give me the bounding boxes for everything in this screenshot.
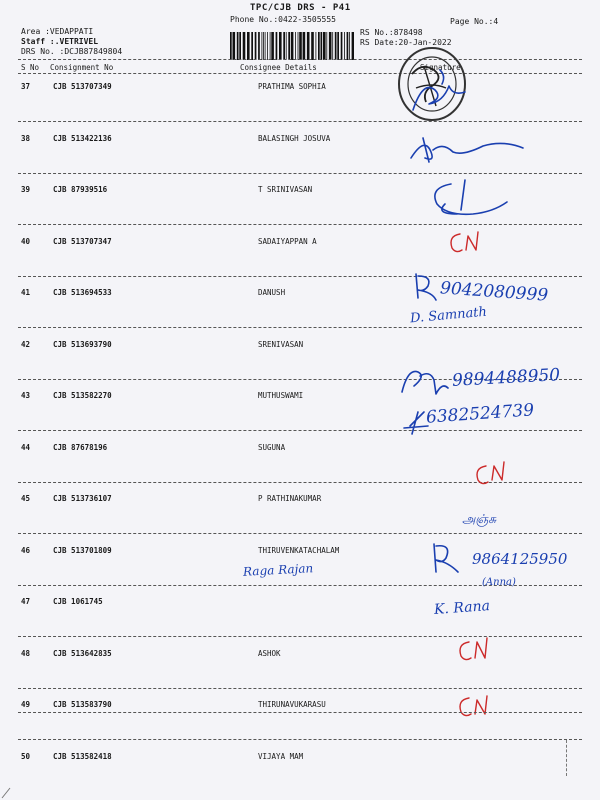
handwritten-name-42: D. Samnath xyxy=(409,304,488,327)
row-consignee-name: DANUSH xyxy=(258,288,286,297)
row-consignee-name: P RATHINAKUMAR xyxy=(258,494,322,503)
row-serial-number: 47 xyxy=(21,597,31,606)
row-consignee-name: T SRINIVASAN xyxy=(258,185,313,194)
row-consignee-name: BALASINGH JOSUVA xyxy=(258,133,331,143)
row-serial-number: 41 xyxy=(21,288,31,297)
handwritten-name-48: Raga Rajan xyxy=(242,561,314,579)
row-consignment-number: CJB 1061745 xyxy=(53,597,103,606)
drs-number: DRS No. :DCJB87849804 xyxy=(21,47,123,56)
corner-mark-icon xyxy=(0,786,14,800)
row-consignee-name: VIJAYA MAM xyxy=(258,751,304,761)
row-consignment-number: CJB 513707349 xyxy=(53,82,112,91)
row-divider xyxy=(18,276,582,277)
row-consignee-name: THIRUNAVUKARASU xyxy=(258,700,326,709)
col-signature: Signature xyxy=(420,63,461,72)
row-consignment-number: CJB 513736107 xyxy=(53,494,112,503)
row-consignment-number: CJB 513422136 xyxy=(53,133,112,143)
handwritten-sig-46: அஞ்சு xyxy=(462,512,497,526)
row-consignment-number: CJB 513701809 xyxy=(53,545,112,555)
row-consignment-number: CJB 513642835 xyxy=(53,648,112,658)
row-consignee-name: SADAIYAPPAN A xyxy=(258,236,317,246)
signature-38 xyxy=(405,130,535,166)
cn-mark-50 xyxy=(455,692,495,722)
row-consignee-name: PRATHIMA SOPHIA xyxy=(258,82,326,91)
cn-mark-49 xyxy=(455,634,495,666)
row-consignment-number: CJB 513707347 xyxy=(53,236,112,246)
row-serial-number: 45 xyxy=(21,494,31,503)
signature-37 xyxy=(405,70,475,120)
area-field: Area :VEDAPPATI xyxy=(21,27,94,36)
row-serial-number: 38 xyxy=(21,133,31,143)
handwritten-phone-41: 9042080999 xyxy=(439,278,549,306)
row-divider xyxy=(18,121,582,122)
col-consignment: Consignment No xyxy=(50,63,114,72)
rs-number: RS No.:878498 xyxy=(360,28,423,37)
row-divider xyxy=(18,636,582,637)
row-divider xyxy=(18,224,582,225)
barcode xyxy=(228,30,354,62)
footer-divider xyxy=(18,712,582,713)
page-number: Page No.:4 xyxy=(450,17,499,26)
row-serial-number: 46 xyxy=(21,545,31,555)
row-serial-number: 50 xyxy=(21,751,31,761)
row-consignment-number: CJB 87678196 xyxy=(53,442,108,452)
row-consignment-number: CJB 513693790 xyxy=(53,339,112,349)
row-serial-number: 40 xyxy=(21,236,31,246)
cn-mark-45 xyxy=(472,458,512,488)
rs-date: RS Date:20-Jan-2022 xyxy=(360,38,452,47)
row-consignee-name: ASHOK xyxy=(258,648,281,658)
row-consignee-name: MUTHUSWAMI xyxy=(258,391,304,400)
col-consignee: Consignee Details xyxy=(240,63,317,72)
row-divider xyxy=(18,533,582,534)
row-serial-number: 39 xyxy=(21,185,31,194)
phone-number: Phone No.:0422-3505555 xyxy=(230,15,336,24)
row-serial-number: 43 xyxy=(21,391,31,400)
signature-43 xyxy=(398,366,450,396)
row-divider xyxy=(18,173,582,174)
row-consignee-name: SRENIVASAN xyxy=(258,339,304,349)
row-divider xyxy=(18,327,582,328)
row-serial-number: 48 xyxy=(21,648,31,658)
handwritten-phone-43: 9894488950 xyxy=(451,365,561,391)
initial-41 xyxy=(410,272,440,302)
initial-47 xyxy=(428,540,464,576)
row-consignment-number: CJB 513583790 xyxy=(53,700,112,709)
margin-line xyxy=(566,740,567,776)
signature-39 xyxy=(415,178,515,220)
row-consignee-name: SUGUNA xyxy=(258,442,286,452)
row-serial-number: 44 xyxy=(21,442,31,452)
row-divider xyxy=(18,739,582,740)
document-title: TPC/CJB DRS - P41 xyxy=(250,3,351,13)
row-serial-number: 49 xyxy=(21,700,31,709)
col-sno: S No xyxy=(21,63,40,72)
cn-mark-40 xyxy=(446,228,486,258)
row-serial-number: 42 xyxy=(21,339,31,349)
staff-field: Staff :.VETRIVEL xyxy=(21,37,99,46)
row-divider xyxy=(18,688,582,689)
handwritten-sig-48: K. Rana xyxy=(433,598,491,618)
row-consignment-number: CJB 513582270 xyxy=(53,391,112,400)
column-divider xyxy=(18,73,582,74)
row-divider xyxy=(18,430,582,431)
handwritten-note-47: (Anna) xyxy=(482,577,516,588)
handwritten-phone-47: 9864125950 xyxy=(472,550,568,568)
row-serial-number: 37 xyxy=(21,82,31,91)
handwritten-phone-44: 6382524739 xyxy=(425,400,535,428)
row-consignment-number: CJB 513694533 xyxy=(53,288,112,297)
row-consignment-number: CJB 513582418 xyxy=(53,751,112,761)
row-consignment-number: CJB 87939516 xyxy=(53,185,108,194)
row-consignee-name: THIRUVENKATACHALAM xyxy=(258,545,340,555)
header-divider xyxy=(18,59,582,60)
